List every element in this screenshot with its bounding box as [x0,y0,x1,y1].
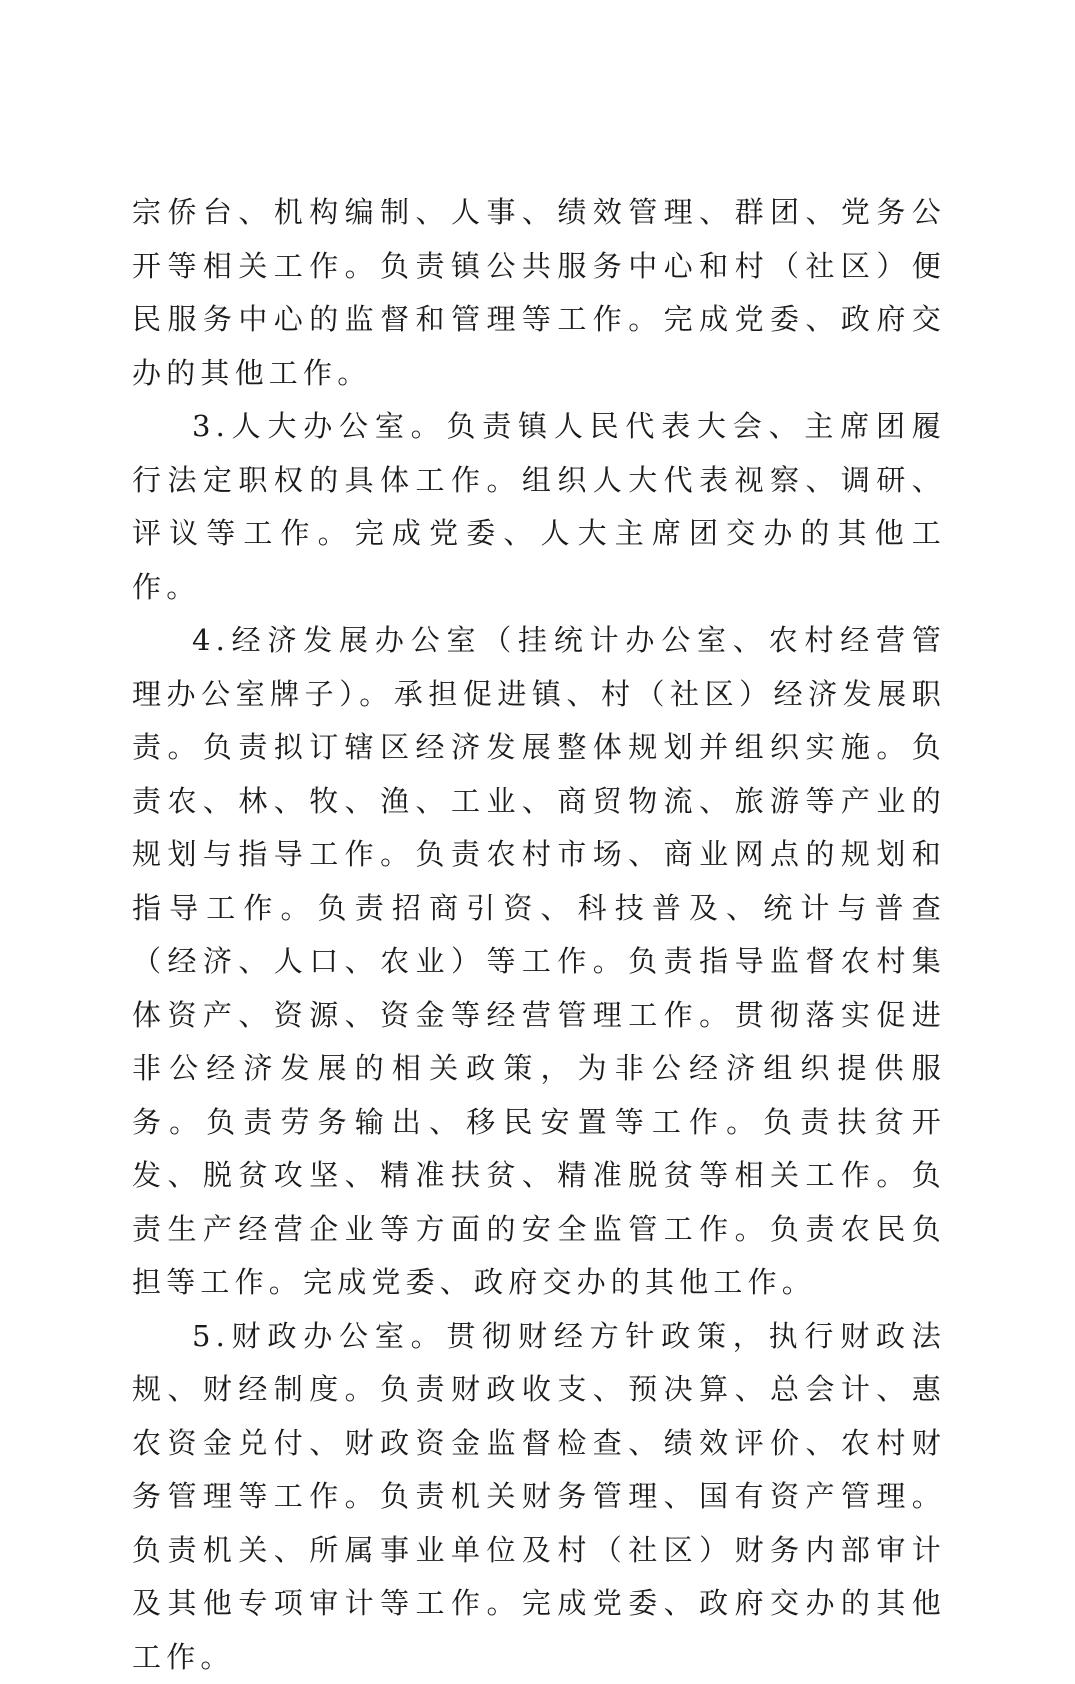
paragraph-3: 4.经济发展办公室（挂统计办公室、农村经营管理办公室牌子）。承担促进镇、村（社区）经济发展职责。负责拟订辖区经济发展整体规划并组织实施。负责农、林、牧、渔、工业、商贸物流、旅游等产业的规划与指导工作。负责农村市场、商业网点的规划和指导工作。负责招商引资、科技普及、统计与普查（经济、人口、农业）等工作。负责指导监督农村集体资产、资源、资金等经营管理工作。贯彻落实促进非公经济发展的相关政策，为非公经济组织提供服务。负责劳务输出、移民安置等工作。负责扶贫开发、脱贫攻坚、精准扶贫、精准脱贫等相关工作。负责生产经营企业等方面的安全监管工作。负责农民负担等工作。完成党委、政府交办的其他工作。 [132,614,946,1310]
paragraph-4: 5.财政办公室。贯彻财经方针政策，执行财政法规、财经制度。负责财政收支、预决算、总会计、惠农资金兑付、财政资金监督检查、绩效评价、农村财务管理等工作。负责机关财务管理、国有资产管理。负责机关、所属事业单位及村（社区）财务内部审计及其他专项审计等工作。完成党委、政府交办的其他工作。 [132,1310,946,1684]
paragraph-2: 3.人大办公室。负责镇人民代表大会、主席团履行法定职权的具体工作。组织人大代表视察、调研、评议等工作。完成党委、人大主席团交办的其他工作。 [132,400,946,614]
document-body [132,186,946,1684]
paragraph-1: 宗侨台、机构编制、人事、绩效管理、群团、党务公开等相关工作。负责镇公共服务中心和村（社区）便民服务中心的监督和管理等工作。完成党委、政府交办的其他工作。 [132,186,946,400]
